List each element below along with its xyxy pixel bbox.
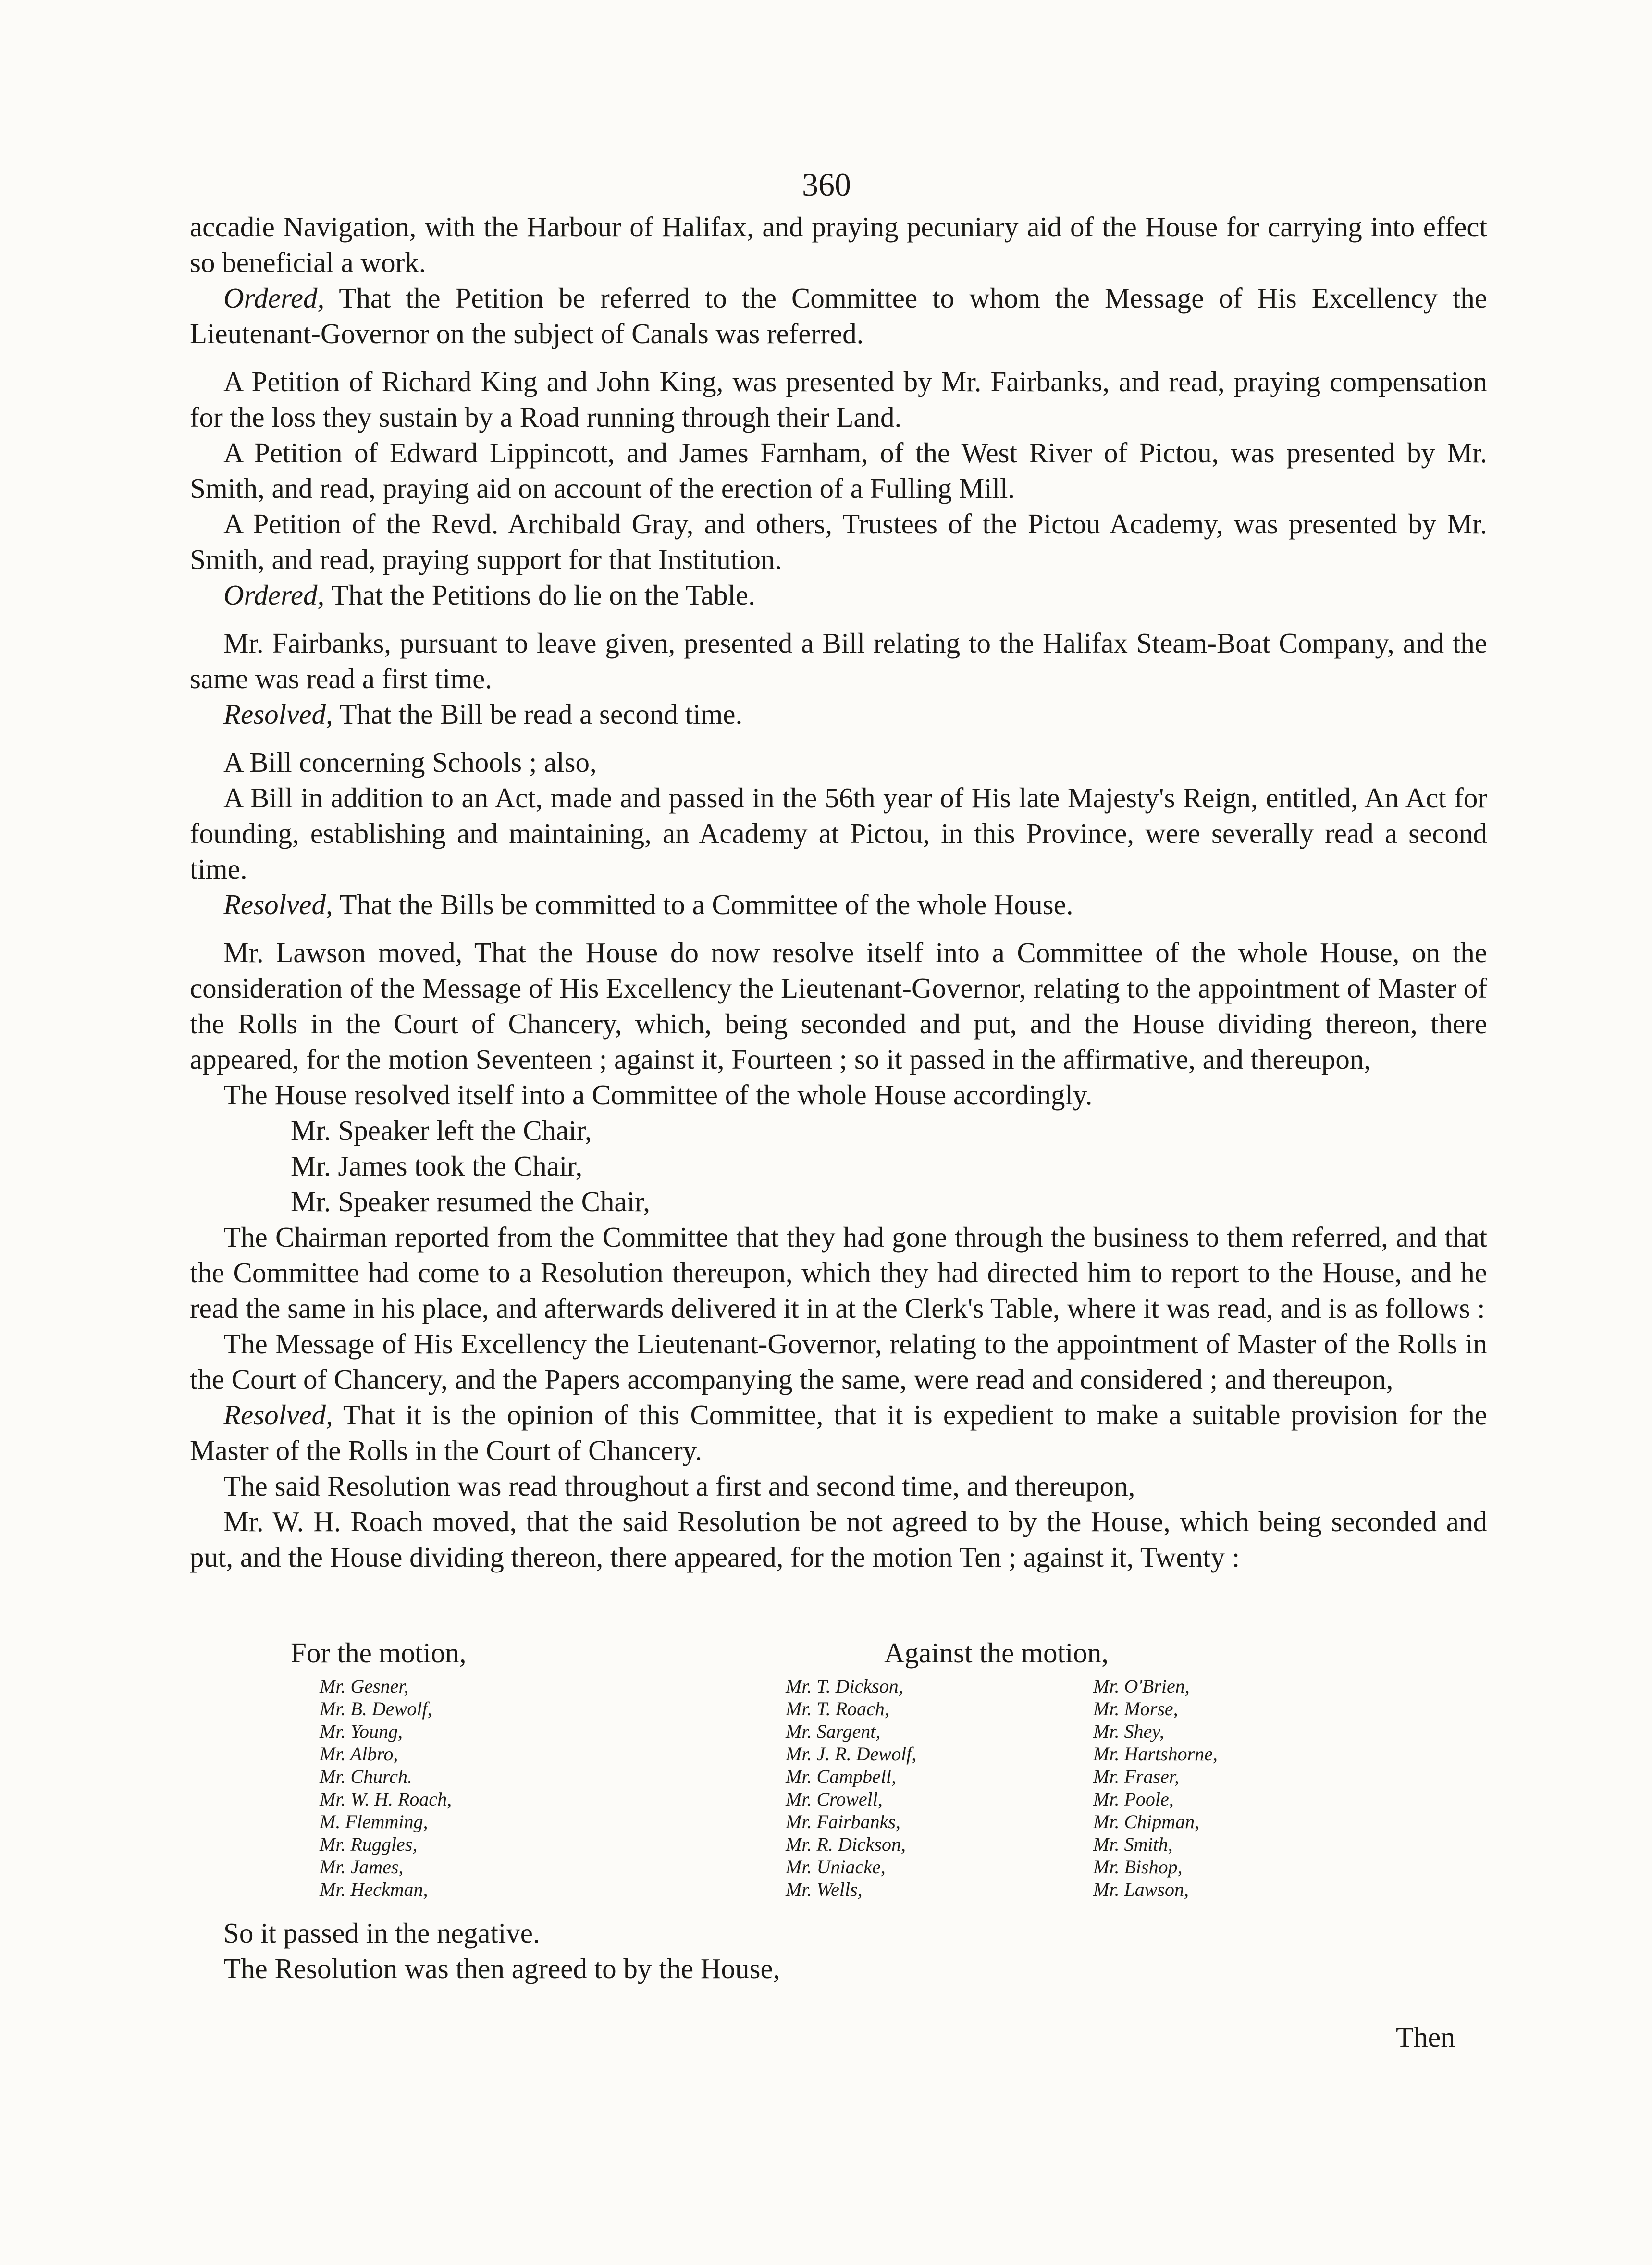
voter-name: Mr. B. Dewolf, [320,1698,432,1720]
paragraph: Resolved, That the Bills be committed to a Committee of the whole House. [223,889,1073,920]
paragraph: So it passed in the negative. [223,1917,540,1949]
voter-name: Mr. Albro, [320,1743,398,1765]
for-heading: For the motion, [291,1637,467,1669]
voter-name: Mr. Ruggles, [320,1833,418,1855]
paragraph: accadie Navigation, with the Harbour of Halifax, and praying pecuniary aid of the House for carrying into effect so beneficial a work. [190,211,1487,278]
voter-name: Mr. Poole, [1093,1788,1174,1810]
voter-name: Mr. T. Dickson, [786,1675,903,1697]
division-list [190,1636,1487,1906]
paragraph: The Resolution was then agreed to by the House, [223,1953,780,1984]
voter-name: Mr. Sargent, [786,1720,881,1742]
page-number: 360 [802,166,851,203]
closing-text [190,1915,1487,1986]
paragraph: The Message of His Excellency the Lieutenant-Governor, relating to the appointment of Master of the Rolls in the Court of Chancery, and the Papers accompanying the same, were read and considered ; and thereupon, [190,1328,1487,1395]
voter-name: Mr. James, [320,1856,404,1878]
voter-name: Mr. J. R. Dewolf, [786,1743,917,1765]
voter-name: Mr. Uniacke, [786,1856,886,1878]
voter-name: Mr. O'Brien, [1093,1675,1190,1697]
chair-line: Mr. Speaker left the Chair, [291,1114,592,1146]
paragraph: The said Resolution was read throughout a first and second time, and thereupon, [223,1470,1135,1502]
voter-name: Mr. Gesner, [320,1675,409,1697]
voter-name: Mr. Bishop, [1093,1856,1183,1878]
for-names [320,1675,452,1901]
paragraph: Resolved, That the Bill be read a second time. [223,698,743,730]
paragraph: Ordered, That the Petition be referred to the Committee to whom the Message of His Excellency the Lieutenant-Governor on the subject of Canals was referred. [190,282,1487,349]
chair-line: Mr. James took the Chair, [291,1150,583,1182]
voter-name: Mr. Church. [320,1766,412,1787]
voter-name: Mr. Shey, [1093,1720,1164,1742]
voter-name: Mr. Campbell, [786,1766,896,1787]
paragraph: A Petition of the Revd. Archibald Gray, and others, Trustees of the Pictou Academy, was presented by Mr. Smith, and read, praying support for that Institution. [190,508,1487,575]
voter-name: Mr. Fraser, [1093,1766,1179,1787]
voter-name: Mr. Crowell, [786,1788,883,1810]
paragraph: The Chairman reported from the Committee that they had gone through the business to them referred, and that the Committee had come to a Resolution thereupon, which they had directed him to report to the House, and he read the same in his place, and afterwards delivered it in at the Clerk's Table, where it was read, and is as follows : [190,1221,1487,1324]
paragraph: A Bill concerning Schools ; also, [223,746,597,778]
voter-name: Mr. Hartshorne, [1093,1743,1218,1765]
voter-name: Mr. Smith, [1093,1833,1173,1855]
voter-name: Mr. Morse, [1093,1698,1178,1720]
paragraph: Ordered, That the Petitions do lie on the Table. [223,579,755,611]
body-text [190,209,1487,1575]
voter-name: Mr. W. H. Roach, [320,1788,452,1810]
voter-name: Mr. Lawson, [1093,1879,1189,1900]
against-names-left [786,1675,916,1901]
against-heading: Against the motion, [884,1637,1109,1669]
voter-name: Mr. Fairbanks, [786,1811,900,1832]
chair-line: Mr. Speaker resumed the Chair, [291,1186,651,1217]
voter-name: Mr. Young, [320,1720,403,1742]
voter-name: Mr. Chipman, [1093,1811,1200,1832]
paragraph: A Bill in addition to an Act, made and passed in the 56th year of His late Majesty's Reign, entitled, An Act for founding, establishing and maintaining, an Academy at Pictou, in this Province, were severally read a second time. [190,782,1487,885]
paragraph: Mr. W. H. Roach moved, that the said Resolution be not agreed to by the House, which being seconded and put, and the House dividing thereon, there appeared, for the motion Ten ; against it, Twenty : [190,1506,1487,1573]
paragraph: Resolved, That it is the opinion of this Committee, that it is expedient to make a suitable provision for the Master of the Rolls in the Court of Chancery. [190,1399,1487,1466]
voter-name: Mr. Heckman, [320,1879,428,1900]
paragraph: Mr. Fairbanks, pursuant to leave given, presented a Bill relating to the Halifax Steam-Boat Company, and the same was read a first time. [190,627,1487,694]
paragraph: Mr. Lawson moved, That the House do now resolve itself into a Committee of the whole House, on the consideration of the Message of His Excellency the Lieutenant-Governor, relating to the appointment of Master of the Rolls in the Court of Chancery, which, being seconded and put, and the House dividing thereon, there appeared, for the motion Seventeen ; against it, Fourteen ; so it passed in the affirmative, and thereupon, [190,937,1487,1075]
paragraph: A Petition of Edward Lippincott, and James Farnham, of the West River of Pictou, was presented by Mr. Smith, and read, praying aid on account of the erection of a Fulling Mill. [190,437,1487,504]
catchword: Then [1396,2021,1455,2053]
voter-name: Mr. T. Roach, [786,1698,889,1720]
voter-name: Mr. R. Dickson, [786,1833,906,1855]
against-names-right [1093,1675,1218,1901]
voter-name: Mr. Wells, [786,1879,863,1900]
paragraph: The House resolved itself into a Committee of the whole House accordingly. [223,1079,1093,1111]
paragraph: A Petition of Richard King and John King, was presented by Mr. Fairbanks, and read, praying compensation for the loss they sustain by a Road running through their Land. [190,366,1487,433]
voter-name: M. Flemming, [320,1811,428,1832]
